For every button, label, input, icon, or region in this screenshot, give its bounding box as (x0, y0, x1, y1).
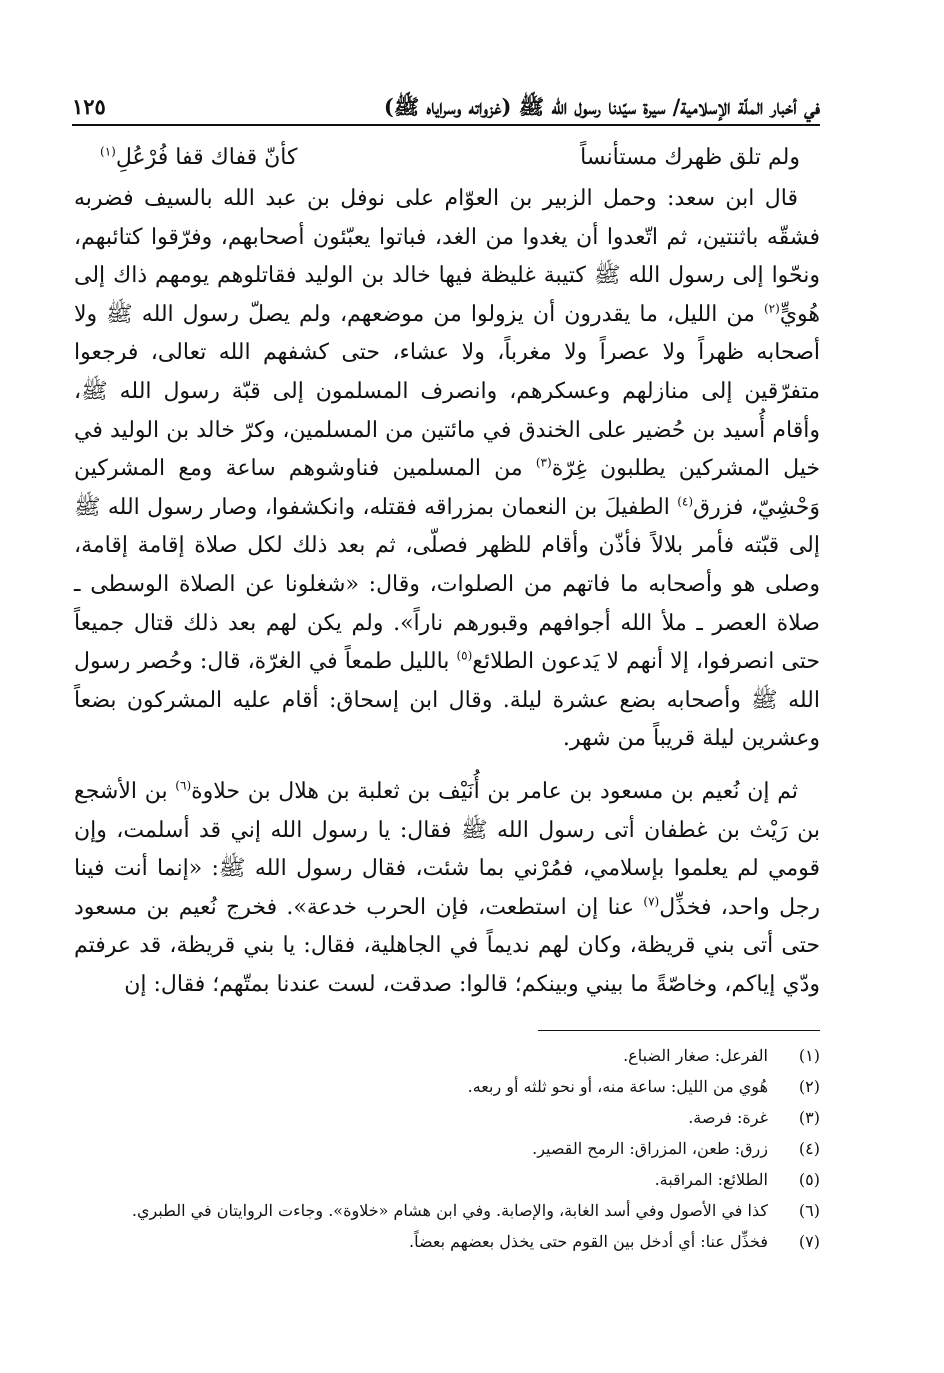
footnote-text: غرة: فرصة. (688, 1108, 768, 1127)
footnote-ref: (٧) (643, 894, 660, 909)
footnote-number: (٢) (798, 1077, 820, 1096)
footnote-number: (٧) (798, 1232, 820, 1251)
verse-hemistich-right: ولم تلق ظهرك مستأنساً (580, 145, 800, 170)
footnote-ref: (٤) (677, 494, 694, 509)
text-run: عنا إن استطعت، فإن الحرب خدعة». فخرج نُعيم بن مسعود حتى أتى بني قريظة، وكان لهم نديماً في الجاهلية، فقال: يا بني قريظة، قد عرفتم ودّي إياكم، وخاصّةً ما بيني وبينكم؛ قالوا: صدقت، لست عندنا بمتّهم؛ فقال: إن (74, 894, 820, 997)
footnote (80, 1133, 820, 1164)
running-head (72, 88, 820, 122)
footnote-text: هُوي من الليل: ساعة منه، أو نحو ثلثه أو ربعه. (467, 1077, 768, 1096)
running-title: في أخبار الملّة الإسلامية/ سيرة سيّدنا رسول الله ﷺ (غزواته وسراياه ﷺ) (383, 94, 820, 119)
header-rule (72, 124, 820, 126)
footnote-number: (٦) (798, 1201, 820, 1220)
footnotes (80, 1040, 820, 1257)
footnote-ref: (٦) (175, 778, 192, 793)
footnote (80, 1226, 820, 1257)
poetry-verse (100, 138, 800, 178)
text-run: الطفيلَ بن النعمان بمزراقه فقتله، وانكشفوا، وصار رسول الله ﷺ إلى قبّته فأمر بلالاً فأذّن وأقام للظهر فصلّى، ثم بعد ذلك لكل صلاة إقامة إقامة، وصلى هو وأصحابه ما فاتهم من الصلوات، وقال: «شغلونا عن الصلاة الوسطى ـ صلاة العصر ـ ملأ الله أجوافهم وقبورهم ناراً». ولم يكن لهم بعد ذلك قتال جميعاً حتى انصرفوا، إلا أنهم لا يَدعون الطلائع (74, 494, 821, 675)
text-run: من الليل، ما يقدرون أن يزولوا من موضعهم، ولم يصلّ رسول الله ﷺ ولا أصحابه ظهراً ولا عصراً ولا مغرباً، ولا عشاء، حتى كشفهم الله تعالى، فرجعوا متفرّقين إلى منازلهم وعسكرهم، وانصرف المسلمون إلى قبّة رسول الله ﷺ، وأقام أُسيد بن حُضير على الخندق في مائتين من المسلمين، وكرّ خالد بن الوليد في خيل المشركين يطلبون غِرّة (74, 301, 820, 482)
footnote (80, 1195, 820, 1226)
footnote (80, 1040, 820, 1071)
footnote-ref: (٢) (763, 301, 780, 316)
footnote-text: الفرعل: صغار الضباع. (623, 1046, 768, 1065)
text-run: بالليل طمعاً في الغرّة، قال: وحُصر رسول الله ﷺ وأصحابه بضع عشرة ليلة. وقال ابن إسحاق: أقام عليه المشركون بضعاً وعشرين ليلة قريباً من شهر. (74, 649, 820, 752)
footnote-text: كذا في الأصول وفي أسد الغابة، والإصابة. وفي ابن هشام «خلاوة». وجاءت الروايتان في الطبري. (131, 1201, 768, 1220)
text-run: قال ابن سعد: وحمل الزبير بن العوّام على نوفل بن عبد الله بالسيف فضربه فشقّه باثنتين، ثم اتّعدوا أن يغدوا من الغد، فباتوا يعبّئون أصحابهم، وفرّقوا كتائبهم، ونحّوا إلى رسول الله ﷺ كتيبة غليظة فيها خالد بن الوليد فقاتلوهم يومهم ذاك إلى هُويٍّ (74, 186, 820, 327)
text-run: من المسلمين فناوشوهم ساعة ومع المشركين وَحْشِيّ، فزرق (74, 456, 820, 520)
text-run: بن الأشجع بن رَيْث بن غطفان أتى رسول الله ﷺ فقال: يا رسول الله إني قد أسلمت، وإن قومي لم يعلموا بإسلامي، فمُرْني بما شئت، فقال رسول الله ﷺ: «إنما أنت فينا رجل واحد، فخذِّل (74, 778, 820, 920)
footnote-ref: (٥) (456, 648, 473, 663)
paragraph-2 (74, 773, 820, 1005)
body-text (74, 180, 820, 1004)
footnote-ref: (٣) (535, 455, 552, 470)
text-run: ثم إن نُعيم بن مسعود بن عامر بن أُنَيْف بن ثعلبة بن هلال بن حلاوة (191, 778, 798, 804)
footnote (80, 1071, 820, 1102)
footnote-number: (١) (798, 1046, 820, 1065)
footnote-number: (٥) (798, 1170, 820, 1189)
footnote-ref: (١) (100, 144, 116, 159)
footnote-text: الطلائع: المراقبة. (654, 1170, 768, 1189)
footnote-number: (٣) (798, 1108, 820, 1127)
footnote-number: (٤) (798, 1139, 820, 1158)
verse-hemistich-left (100, 138, 297, 178)
paragraph-1 (74, 180, 820, 759)
footnote (80, 1102, 820, 1133)
footnote (80, 1164, 820, 1195)
footnote-text: زرق: طعن، المزراق: الرمح القصير. (532, 1139, 768, 1158)
footnote-separator (538, 1030, 820, 1031)
footnote-text: فخذِّل عنا: أي أدخل بين القوم حتى يخذل بعضهم بعضاً. (409, 1232, 768, 1251)
page-number: ١٢٥ (72, 94, 106, 119)
verse-hemistich-left-text: كأنّ قفاك قفا فُرْعُلِ (115, 145, 298, 170)
